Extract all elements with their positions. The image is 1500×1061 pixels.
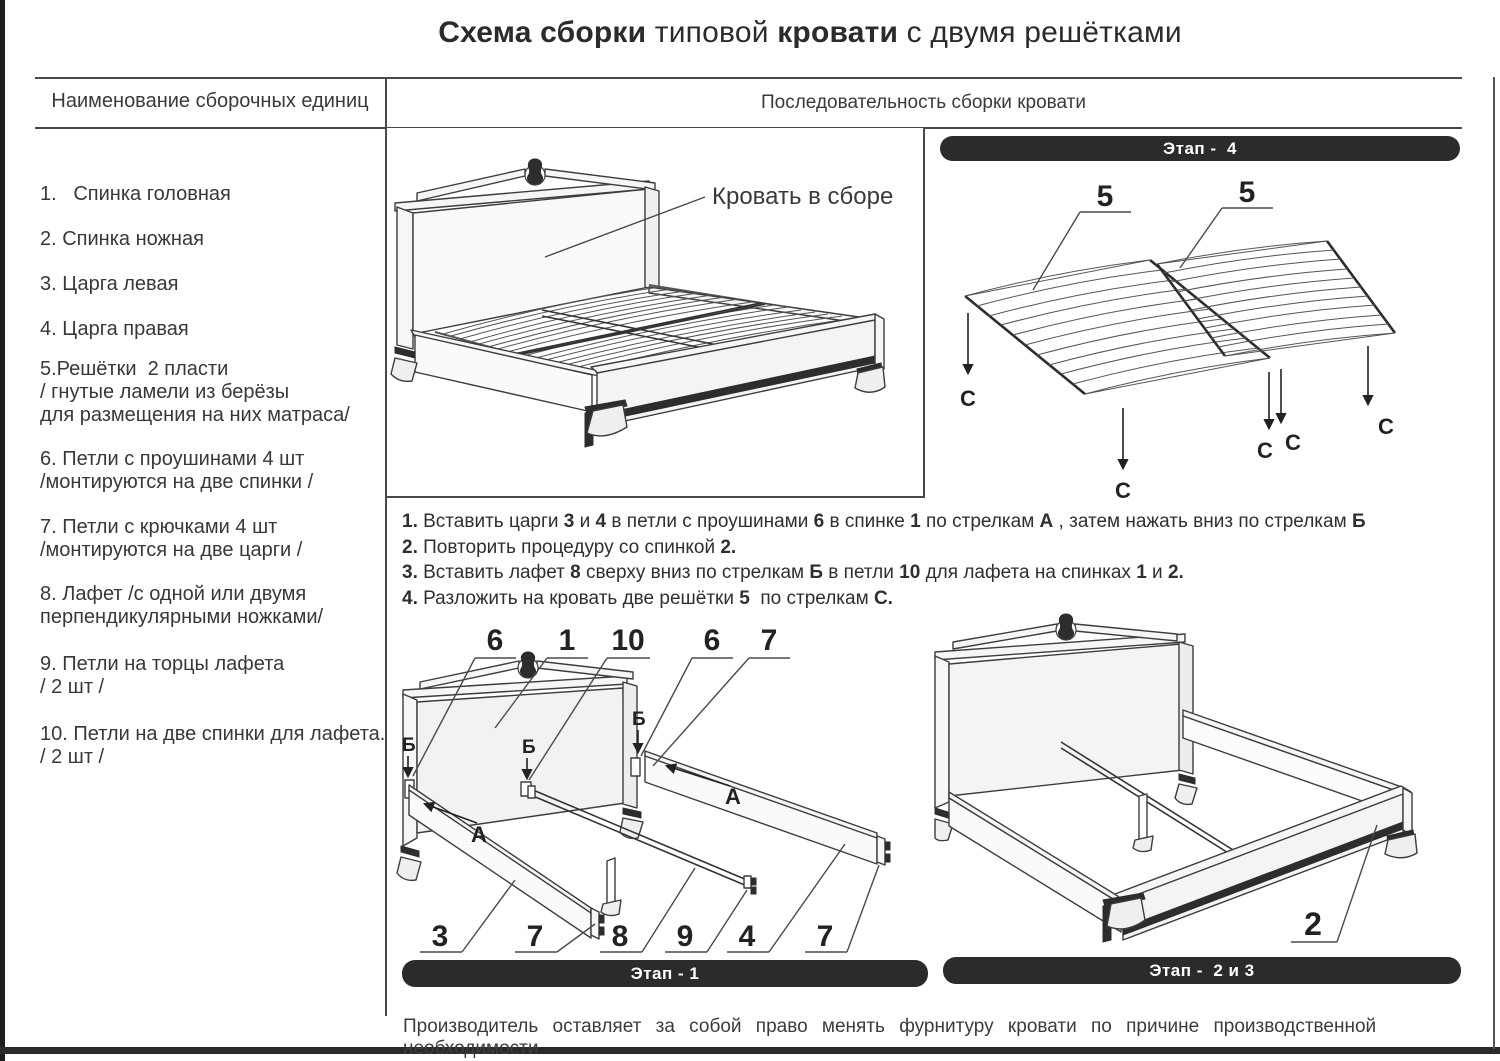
slat-grid-right (1157, 241, 1395, 356)
headboard (395, 159, 659, 349)
footer-note: Производитель оставляет за собой право менять фурнитуру кровати по причине производственной необходимости (403, 1016, 1377, 1059)
part-item-3: 3. Царга левая (40, 273, 179, 295)
finial-icon (525, 159, 545, 185)
part-item-9: 9. Петли на торцы лафета / 2 шт / (40, 653, 285, 698)
part-item-10: 10. Петли на две спинки для лафета. / 2 шт / (40, 723, 386, 768)
arrow-label-c: С (1285, 430, 1301, 455)
parts-column-header: Наименование сборочных единиц (51, 90, 369, 112)
callout-label: 6 (703, 624, 721, 657)
page-left-edge (0, 0, 5, 1061)
part-item-7: 7. Петли с крючками 4 шт /монтируются на две царги / (40, 516, 303, 561)
callout-label: 7 (760, 624, 778, 657)
instruction-line-2: 2. Повторить процедуру со спинкой 2. (402, 536, 737, 558)
footboard (1103, 786, 1417, 942)
callout-label: 8 (611, 920, 629, 953)
part-item-2: 2. Спинка ножная (40, 228, 204, 250)
part-item-4: 4. Царга правая (40, 318, 189, 340)
arrow-label-c: С (1378, 414, 1394, 439)
callout-label: 6 (486, 624, 504, 657)
callout-label: 7 (816, 920, 834, 953)
callout-label: 7 (526, 920, 544, 953)
callout-label: 1 (558, 624, 576, 657)
part-item-5: 5.Решётки 2 пласти / гнутые ламели из берёзы для размещения на них матраса/ (40, 358, 350, 426)
callout-label: 5 (1096, 180, 1114, 213)
assembly-instructions (402, 509, 1464, 611)
arrow-label-c: С (960, 386, 976, 411)
callout-label: 9 (676, 920, 694, 953)
instruction-line-4: 4. Разложить на кровать две решётки 5 по стрелкам С. (402, 587, 893, 609)
callout-label: 4 (738, 920, 756, 953)
sequence-column-header: Последовательность сборки кровати (760, 92, 1086, 113)
headboard (397, 652, 643, 880)
arrow-label-c: С (1257, 438, 1273, 463)
stage-1-badge: Этап - 1 (402, 960, 928, 987)
part-item-1: 1. Спинка головная (40, 183, 231, 205)
arrow-label-c: С (1115, 478, 1131, 503)
finial-icon (1056, 614, 1076, 640)
callout-label: 3 (431, 920, 449, 953)
stage-2-3-drawing (935, 610, 1495, 955)
side-rail-right (645, 751, 890, 865)
part-item-8: 8. Лафет /с одной или двумя перпендикулярными ножками/ (40, 583, 324, 628)
callout-label: 10 (611, 624, 645, 657)
arrow-label-a: А (725, 784, 741, 809)
arrow-label-b: Б (402, 735, 416, 756)
stage-4-badge: Этап - 4 (940, 136, 1460, 161)
stage-1-drawing (395, 618, 935, 956)
instruction-line-1: 1. Вставить царги 3 и 4 в петли с проушинами 6 в спинке 1 по стрелкам А , затем нажать вниз по стрелкам Б (402, 511, 1366, 532)
part-item-6: 6. Петли с проушинами 4 шт /монтируются на две спинки / (40, 448, 314, 493)
callout-label: 2 (1304, 906, 1322, 942)
stage-4-drawing (935, 168, 1495, 503)
slat-grid-left (965, 260, 1270, 394)
header-divider-top (35, 77, 1462, 79)
assembled-bed-drawing (387, 129, 924, 496)
page-title: Схема сборки типовой кровати с двумя решётками (438, 16, 1182, 49)
callout-label: 5 (1238, 176, 1256, 209)
arrow-label-a: А (471, 822, 487, 847)
instruction-line-3: 3. Вставить лафет 8 сверху вниз по стрелкам Б в петли 10 для лафета на спинках 1 и 2. (402, 562, 1184, 584)
headboard (935, 614, 1197, 841)
arrow-label-b: Б (522, 737, 536, 758)
assembled-bed-label: Кровать в сборе (712, 183, 894, 210)
side-rail-left (949, 792, 1121, 932)
arrow-label-b: Б (632, 709, 646, 730)
stage-2-3-badge: Этап - 2 и 3 (943, 957, 1461, 984)
